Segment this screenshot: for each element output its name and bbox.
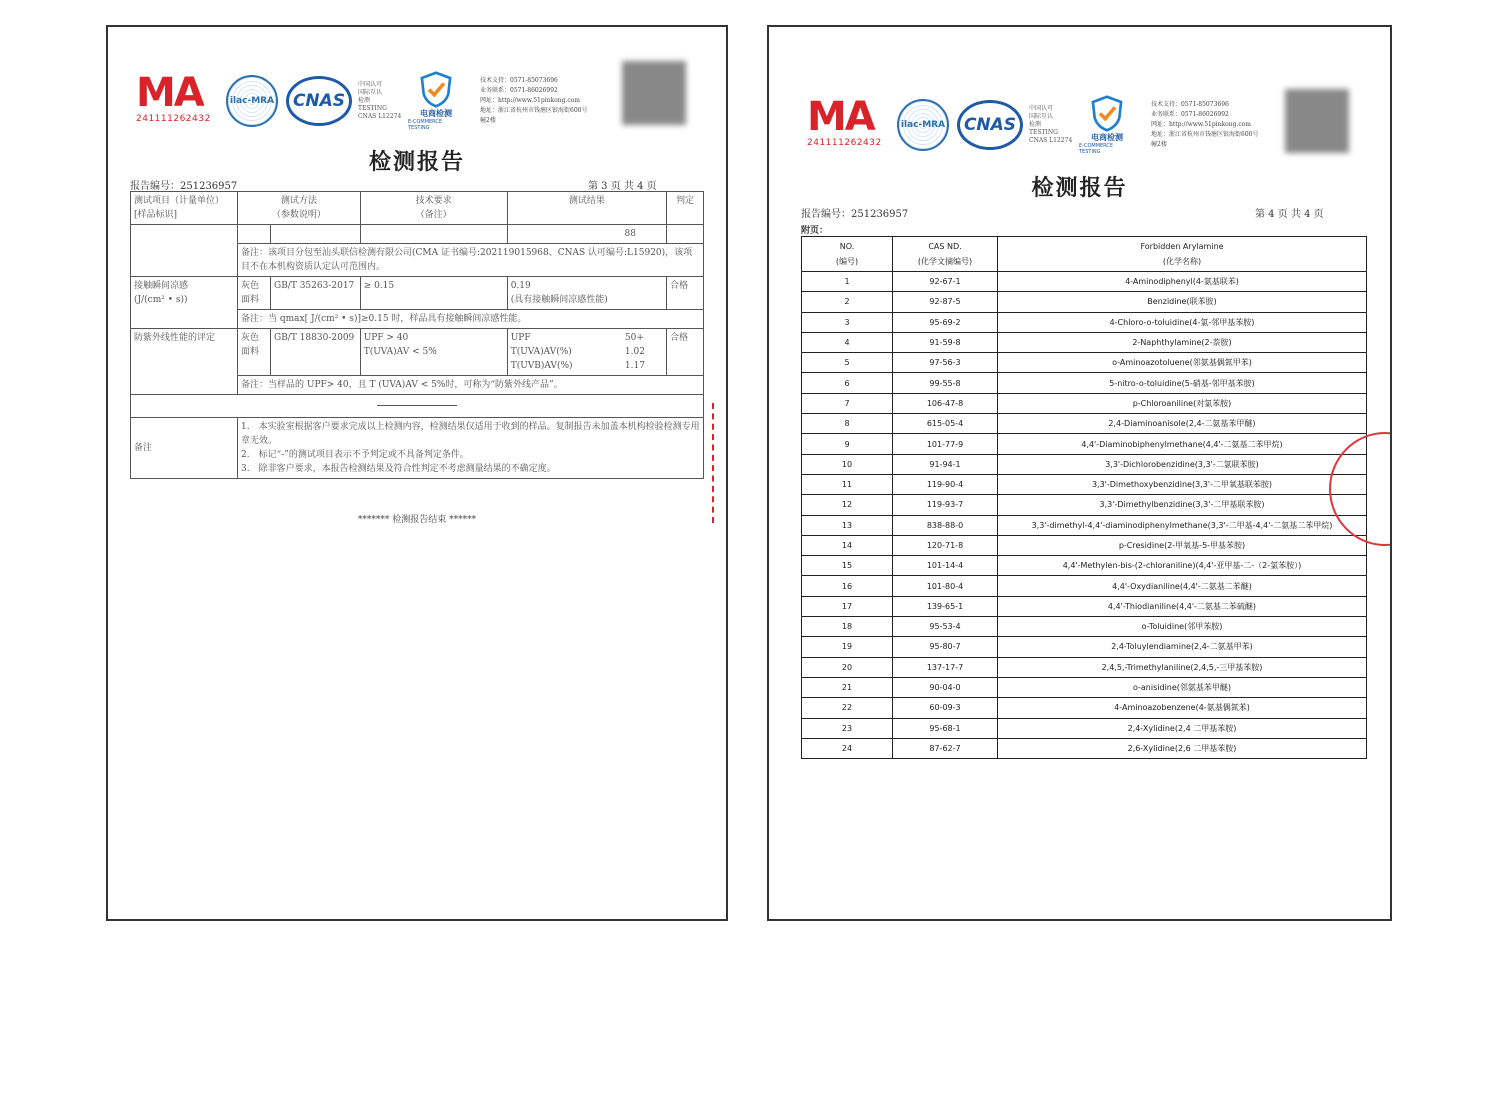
table-row: 88: [131, 225, 704, 244]
cas-number: 92-87-5: [893, 292, 998, 312]
table-row: [802, 332, 1367, 352]
forbidden-arylamine-table: [801, 236, 1367, 759]
appendix-label: 附页：: [801, 226, 829, 236]
chemical-name: 3,3'-Dimethylbenzidine(3,3'-二甲基联苯胺): [998, 495, 1367, 515]
test-results-table: [130, 191, 704, 479]
page-info: 第 4 页 共 4 页: [1255, 209, 1324, 220]
row-number: 14: [802, 535, 893, 555]
ilac-mra-logo: ilac-MRA: [226, 75, 278, 127]
table-row: 备注：该项目分包至汕头联信检测有限公司(CMA 证书编号:202119015968、CNAS 认可编号:L15920)，该项目不在本机构资质认定认可范围内。: [131, 244, 704, 277]
chemical-name: 4-Aminodiphenyl(4-氨基联苯): [998, 272, 1367, 292]
cas-number: 87-62-7: [893, 738, 998, 758]
report-title: 检测报告: [368, 149, 465, 175]
table-row: [802, 393, 1367, 413]
row-number: 18: [802, 617, 893, 637]
cnas-logo: CNAS: [286, 76, 352, 126]
ecommerce-testing-shield-icon: 电商检测 E-COMMERCE TESTING: [1079, 95, 1135, 155]
table-row: [802, 617, 1367, 637]
cas-number: 91-59-8: [893, 332, 998, 352]
table-row: [802, 738, 1367, 758]
header-chemical-name: Forbidden Arylamine (化学名称): [998, 237, 1367, 272]
row-number: 22: [802, 698, 893, 718]
chemical-name: 4-Chloro-o-toluidine(4-氯-邻甲基苯胺): [998, 312, 1367, 332]
row-number: 17: [802, 596, 893, 616]
chemical-name: 4,4'-Oxydianiline(4,4'-二氨基二苯醚): [998, 576, 1367, 596]
chemical-name: o-anisidine(邻氨基苯甲醚): [998, 677, 1367, 697]
chemical-name: 3,3'-Dichlorobenzidine(3,3'-二氯联苯胺): [998, 454, 1367, 474]
cas-number: 101-80-4: [893, 576, 998, 596]
report-page-3: [106, 25, 728, 921]
table-row: [802, 657, 1367, 677]
chemical-name: o-Toluidine(邻甲苯胺): [998, 617, 1367, 637]
cas-number: 615-05-4: [893, 414, 998, 434]
table-row: [802, 535, 1367, 555]
table-row: [802, 373, 1367, 393]
qr-code-icon: [1285, 89, 1349, 153]
page-info: 第 3 页 共 4 页: [588, 181, 657, 192]
chemical-name: p-Cresidine(2-甲氧基-5-甲基苯胺): [998, 535, 1367, 555]
report-page-4: [767, 25, 1392, 921]
cas-number: 90-04-0: [893, 677, 998, 697]
contact-info: 技术支持：0571-85073696 业务联系：0571-86026992 网址：http://www.51pinkong.com 地址：浙江省杭州市钱塘区银海街600号 幢2楼: [1151, 101, 1259, 148]
table-row: [802, 414, 1367, 434]
row-number: 5: [802, 353, 893, 373]
table-row: [802, 353, 1367, 373]
row-number: 11: [802, 474, 893, 494]
row-number: 13: [802, 515, 893, 535]
accreditation-logos: [807, 95, 1281, 155]
report-number: 报告编号：251236957: [801, 209, 909, 220]
chemical-name: 3,3'-Dimethoxybenzidine(3,3'-二甲氧基联苯胺): [998, 474, 1367, 494]
row-number: 16: [802, 576, 893, 596]
header-no: NO. (编号): [802, 237, 893, 272]
chemical-name: o-Aminoazotoluene(邻氨基偶氮甲苯): [998, 353, 1367, 373]
table-row: [802, 718, 1367, 738]
cas-number: 95-80-7: [893, 637, 998, 657]
report-number: 报告编号：251236957: [130, 181, 238, 192]
cma-logo: MA 241111262432: [136, 72, 216, 130]
table-row: [802, 556, 1367, 576]
row-number: 6: [802, 373, 893, 393]
row-number: 15: [802, 556, 893, 576]
table-row-cooling: 接触瞬间凉感 (J/(cm² • s)) 灰色 面料 GB/T 35263-2017 ≥ 0.15 0.19 (具有接触瞬间凉感性能) 合格: [131, 277, 704, 310]
cma-number: 241111262432: [807, 138, 882, 148]
chemical-name: 2,4-Xylidine(2,4 二甲基苯胺): [998, 718, 1367, 738]
table-row: [802, 474, 1367, 494]
table-row: [802, 576, 1367, 596]
chemical-name: 2-Naphthylamine(2-萘胺): [998, 332, 1367, 352]
row-number: 10: [802, 454, 893, 474]
table-header-row: [802, 237, 1367, 272]
row-number: 4: [802, 332, 893, 352]
row-number: 12: [802, 495, 893, 515]
row-number: 9: [802, 434, 893, 454]
chemical-name: 3,3'-dimethyl-4,4'-diaminodiphenylmethane(3,3'-二甲基-4,4'-二氨基二苯甲烷): [998, 515, 1367, 535]
table-row: [802, 434, 1367, 454]
row-number: 21: [802, 677, 893, 697]
chemical-name: 2,4-Toluylendiamine(2,4-二氨基甲苯): [998, 637, 1367, 657]
table-row: [802, 596, 1367, 616]
table-row: [802, 292, 1367, 312]
chemical-name: 4-Aminoazobenzene(4-氨基偶氮苯): [998, 698, 1367, 718]
row-number: 19: [802, 637, 893, 657]
cas-number: 91-94-1: [893, 454, 998, 474]
chemical-name: 4,4'-Methylen-bis-(2-chloraniline)(4,4'-亚甲基-二-（2-氯苯胺）): [998, 556, 1367, 576]
report-title: 检测报告: [1031, 175, 1128, 201]
table-row: [802, 515, 1367, 535]
chemical-name: 4,4'-Diaminobiphenylmethane(4,4'-二氨基二苯甲烷): [998, 434, 1367, 454]
table-row: [802, 312, 1367, 332]
chemical-name: 5-nitro-o-toluidine(5-硝基-邻甲基苯胺): [998, 373, 1367, 393]
cas-number: 120-71-8: [893, 535, 998, 555]
cas-number: 92-67-1: [893, 272, 998, 292]
row-number: 8: [802, 414, 893, 434]
report-end-line: ******* 检测报告结束 ******: [357, 515, 477, 525]
chemical-name: 4,4'-Thiodianiline(4,4'-二氨基二苯硫醚): [998, 596, 1367, 616]
cas-number: 95-53-4: [893, 617, 998, 637]
cma-number: 241111262432: [136, 114, 211, 124]
table-body: [802, 272, 1367, 759]
qr-code-icon: [622, 61, 686, 125]
table-row-remarks: 备注 1. 本实验室根据客户要求完成以上检测内容，检测结果仅适用于收到的样品。复制报告未加盖本机构检验检测专用章无效。 2. 标记“-”的测试项目表示不予判定或不具备判定条件。 3. 除非客户要求，本报告检测结果及符合性判定不考虑测量结果的不确定度。: [131, 418, 704, 479]
cnas-logo: CNAS: [957, 100, 1023, 150]
row-number: 1: [802, 272, 893, 292]
table-row-spacer: [131, 395, 704, 418]
table-row: [802, 698, 1367, 718]
table-row-uv: 防紫外线性能的评定 灰色 面料 GB/T 18830-2009 UPF > 40 T(UVA)AV < 5% UPF T(UVA)AV(%) T(UVB)AV(%) 50+ 1.02 1.17 合格: [131, 329, 704, 376]
chemical-name: 2,6-Xylidine(2,6 二甲基苯胺): [998, 738, 1367, 758]
table-row: 备注：当样品的 UPF> 40，且 T (UVA)AV < 5%时，可称为“防紫外线产品”。: [131, 376, 704, 395]
contact-info: 技术支持：0571-85073696 业务联系：0571-86026992 网址：http://www.51pinkong.com 地址：浙江省杭州市钱塘区银海街600号 幢2楼: [480, 77, 588, 124]
stamp-mark: [700, 403, 714, 523]
row-number: 3: [802, 312, 893, 332]
cma-logo: MA 241111262432: [807, 96, 887, 154]
cas-number: 60-09-3: [893, 698, 998, 718]
cas-number: 139-65-1: [893, 596, 998, 616]
chemical-name: 2,4-Diaminoanisole(2,4-二氨基苯甲醚): [998, 414, 1367, 434]
table-row: [802, 454, 1367, 474]
row-number: 7: [802, 393, 893, 413]
table-header-row: 测试项目（计量单位） [样品标识] 测试方法 （参数说明） 技术要求 （备注） 测试结果 判定: [131, 192, 704, 225]
header-cas: CAS ND. (化学文摘编号): [893, 237, 998, 272]
row-number: 23: [802, 718, 893, 738]
cas-number: 101-14-4: [893, 556, 998, 576]
cas-number: 137-17-7: [893, 657, 998, 677]
accreditation-logos: [136, 71, 610, 131]
ecommerce-testing-shield-icon: 电商检测 E-COMMERCE TESTING: [408, 71, 464, 131]
cnas-note: 中国认可 国际互认 检测 TESTING CNAS L12274: [1029, 105, 1073, 144]
table-row: [802, 677, 1367, 697]
cas-number: 99-55-8: [893, 373, 998, 393]
cas-number: 838-88-0: [893, 515, 998, 535]
row-number: 2: [802, 292, 893, 312]
cas-number: 119-93-7: [893, 495, 998, 515]
cas-number: 119-90-4: [893, 474, 998, 494]
cas-number: 97-56-3: [893, 353, 998, 373]
cas-number: 95-68-1: [893, 718, 998, 738]
row-number: 20: [802, 657, 893, 677]
cas-number: 106-47-8: [893, 393, 998, 413]
table-row: [802, 637, 1367, 657]
chemical-name: p-Chloroaniline(对氯苯胺): [998, 393, 1367, 413]
row-number: 24: [802, 738, 893, 758]
table-row: [802, 272, 1367, 292]
cas-number: 95-69-2: [893, 312, 998, 332]
chemical-name: Benzidine(联苯胺): [998, 292, 1367, 312]
table-row: 备注：当 qmax[ J/(cm² • s)]≥0.15 时，样品具有接触瞬间凉感性能。: [131, 310, 704, 329]
ilac-mra-logo: ilac-MRA: [897, 99, 949, 151]
cnas-note: 中国认可 国际互认 检测 TESTING CNAS L12274: [358, 81, 402, 120]
table-row: [802, 495, 1367, 515]
cas-number: 101-77-9: [893, 434, 998, 454]
chemical-name: 2,4,5,-Trimethylaniline(2,4,5,-三甲基苯胺): [998, 657, 1367, 677]
